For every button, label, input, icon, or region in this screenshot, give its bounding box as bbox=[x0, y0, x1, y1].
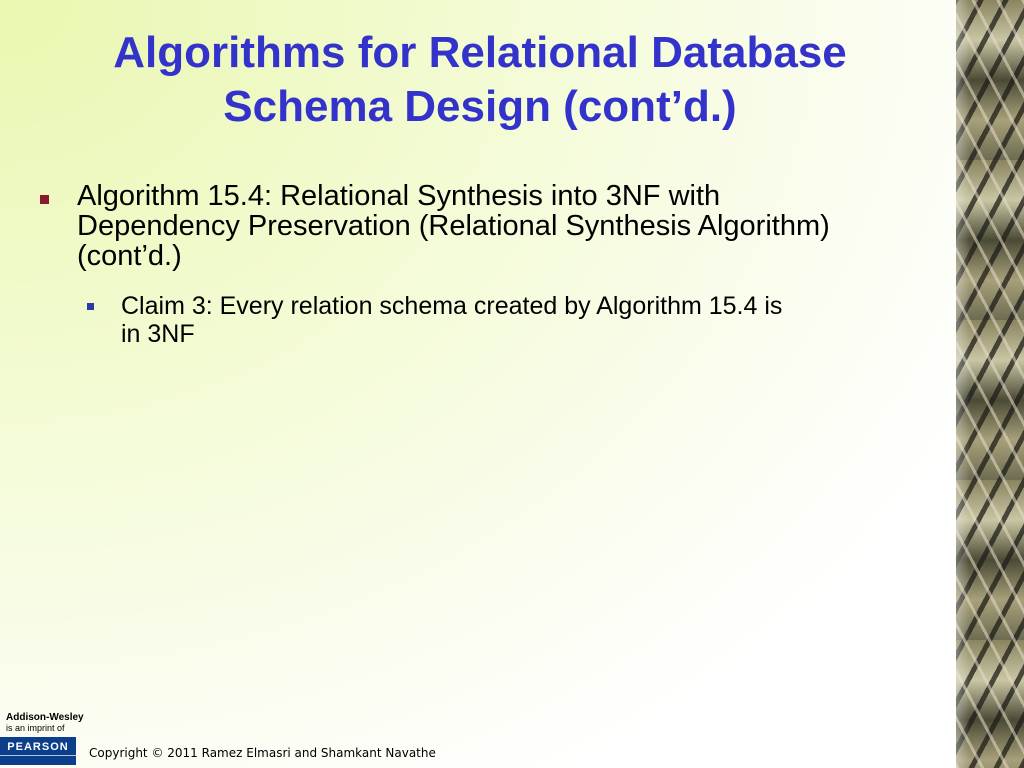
sub-bullet-item bbox=[87, 292, 960, 348]
bullet-item bbox=[40, 181, 960, 271]
slide-body bbox=[40, 181, 960, 348]
imprint-text: is an imprint of bbox=[6, 723, 65, 733]
publisher-logo bbox=[0, 712, 84, 765]
title-line: Algorithms for Relational Database bbox=[113, 28, 847, 77]
side-decorative-image bbox=[956, 0, 1024, 768]
pearson-logo bbox=[0, 737, 76, 765]
title-line: Schema Design (cont’d.) bbox=[223, 82, 737, 131]
copyright-text: Copyright © 2011 Ramez Elmasri and Shamkant Navathe bbox=[89, 746, 436, 760]
square-bullet-icon bbox=[87, 303, 94, 310]
sub-bullet-text-line: in 3NF bbox=[121, 320, 195, 348]
slide-title bbox=[20, 26, 940, 134]
logo-wordmark: PEARSON bbox=[7, 741, 69, 753]
image-highlight bbox=[956, 0, 970, 768]
square-bullet-icon bbox=[40, 195, 49, 204]
bullet-text-line: (cont’d.) bbox=[77, 240, 182, 272]
sub-bullet-text-line: Claim 3: Every relation schema created by Algorithm 15.4 is bbox=[121, 292, 783, 320]
logo-rule bbox=[0, 755, 76, 756]
bullet-text-line: Algorithm 15.4: Relational Synthesis into 3NF with bbox=[77, 180, 721, 212]
bullet-text-line: Dependency Preservation (Relational Synthesis Algorithm) bbox=[77, 210, 830, 242]
publisher-name: Addison-Wesley bbox=[6, 712, 84, 723]
